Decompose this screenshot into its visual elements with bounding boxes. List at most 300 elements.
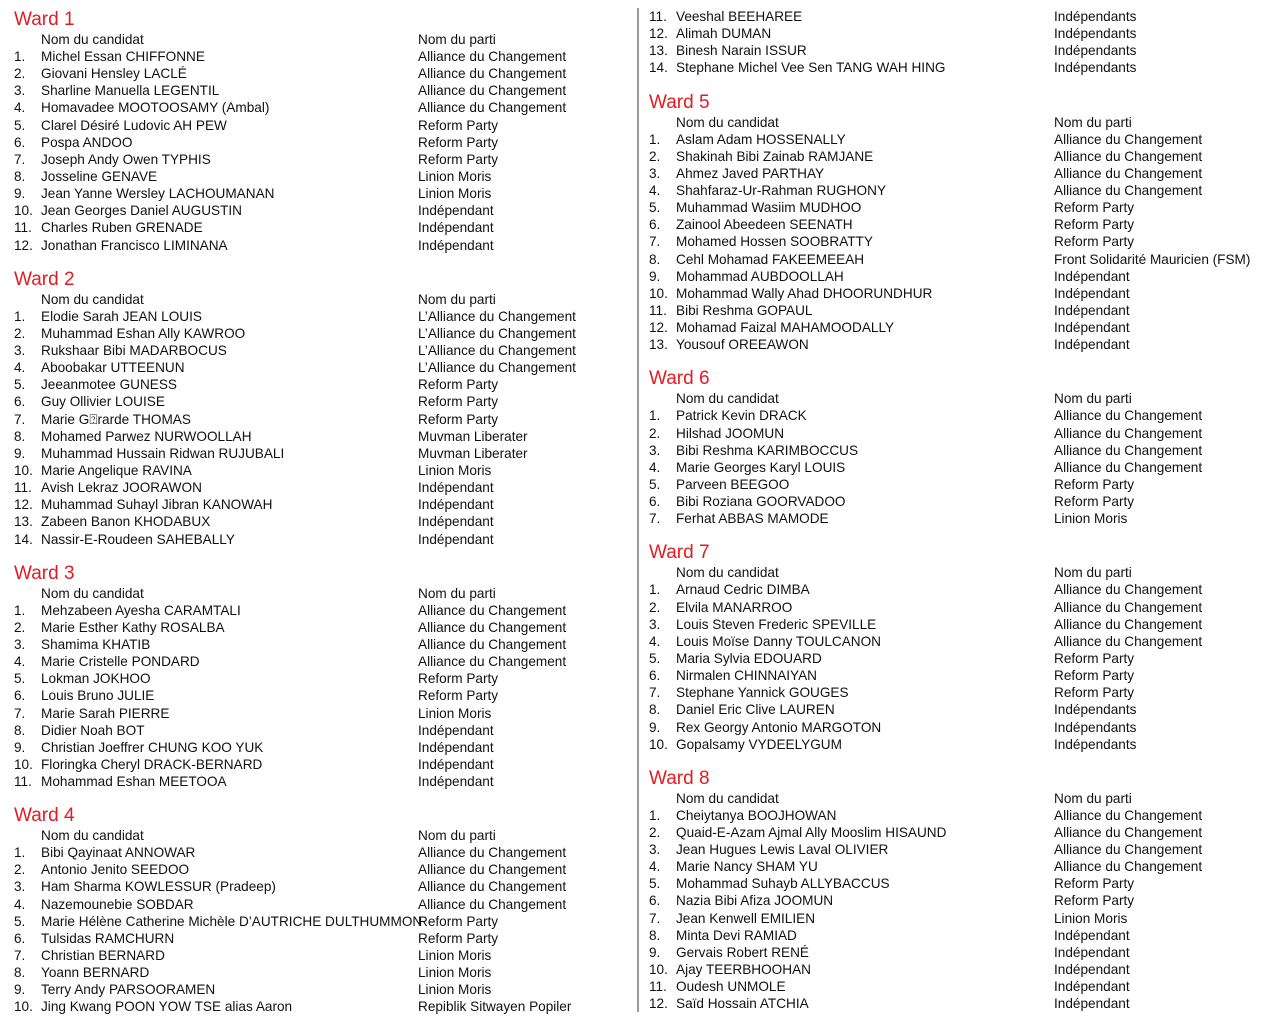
party-name: Reform Party [1054,234,1135,250]
ward-title: Ward 8 [649,767,710,789]
candidate-number: 5. [14,117,26,133]
party-name: Front Solidarité Mauricien (FSM) [1054,251,1251,267]
ward-title: Ward 2 [14,268,75,290]
party-name: Reform Party [1054,217,1135,233]
candidate-row [649,425,1269,442]
party-name: Indépendants [1054,702,1137,718]
candidate-row [649,719,1269,736]
party-name: Alliance du Changement [1054,425,1203,441]
candidate-row [14,861,624,878]
candidate-row [649,581,1269,598]
candidate-name: Nazia Bibi Afiza JOOMUN [676,893,834,909]
candidate-name: Jean Kenwell EMILIEN [676,910,816,926]
candidate-number: 2. [14,619,26,635]
ward-section [649,367,1269,527]
candidate-row [14,325,624,342]
party-name: Reform Party [418,411,499,427]
candidate-name: Veeshal BEEHAREE [676,9,803,24]
candidate-row [649,667,1269,684]
candidate-column-header: Nom du candidat [676,391,779,407]
ward-section [14,804,624,1015]
candidate-row [649,165,1269,182]
candidate-number: 7. [649,511,661,527]
candidate-column-header: Nom du candidat [676,790,779,806]
candidate-name: Elvila MANARROO [676,599,793,615]
candidate-row [14,479,624,496]
party-name: Indépendants [1054,26,1137,42]
candidate-number: 9. [14,186,26,202]
column-header-row [14,828,624,844]
party-name: Alliance du Changement [1054,182,1203,198]
candidate-name: Arnaud Cedric DIMBA [676,582,810,598]
candidate-row [14,219,624,236]
party-name: Alliance du Changement [1054,824,1203,840]
party-name: Indépendant [418,756,494,772]
party-name: Alliance du Changement [1054,599,1203,615]
candidate-row [14,998,624,1015]
party-name: Reform Party [418,377,499,393]
party-column-header: Nom du parti [418,32,496,47]
party-name: Muvman Liberater [418,428,528,444]
party-name: Alliance du Changement [1054,807,1203,823]
candidate-row [649,336,1269,353]
party-name: L’Alliance du Changement [418,325,576,341]
candidate-name: Avish Lekraz JOORAWON [41,480,202,496]
party-name: Alliance du Changement [418,636,567,652]
candidate-number: 11. [649,302,667,318]
candidate-row [649,807,1269,824]
candidate-name: Yoann BERNARD [41,965,150,981]
party-name: Indépendant [418,220,494,236]
candidate-name: Marie Sarah PIERRE [41,705,170,721]
candidate-number: 6. [649,668,661,684]
candidate-number: 6. [14,930,26,946]
candidate-number: 8. [649,702,661,718]
candidate-number: 12. [649,26,668,42]
ward-title: Ward 3 [14,562,75,584]
candidate-number: 5. [14,913,26,929]
candidate-row [649,285,1269,302]
party-name: Reform Party [1054,494,1135,510]
party-name: Alliance du Changement [418,100,567,116]
party-name: Alliance du Changement [1054,148,1203,164]
candidate-number: 11. [14,774,32,790]
candidate-row [649,442,1269,459]
candidate-number: 9. [649,268,661,284]
candidate-number: 2. [649,148,661,164]
candidate-number: 12. [649,996,668,1012]
candidate-number: 4. [649,182,661,198]
candidate-name: Zainool Abeedeen SEENATH [676,217,853,233]
candidate-number: 4. [14,360,26,376]
party-name: L’Alliance du Changement [418,308,576,324]
party-name: Indépendant [1054,944,1130,960]
candidate-row [14,99,624,116]
candidate-row [14,878,624,895]
party-name: Indépendant [418,739,494,755]
party-name: Indépendants [1054,736,1137,752]
candidate-name: Muhammad Suhayl Jibran KANOWAH [41,497,273,513]
party-name: Reform Party [1054,476,1135,492]
candidate-row [14,237,624,254]
candidate-name: Marie Cristelle PONDARD [41,654,200,670]
candidate-name: Zabeen Banon KHODABUX [41,514,211,530]
candidate-name: Homavadee MOOTOOSAMY (Ambal) [41,100,270,116]
candidate-row [14,981,624,998]
candidate-name: Mohamed Parwez NURWOOLLAH [41,428,252,444]
candidate-row [649,459,1269,476]
candidate-row [649,268,1269,285]
candidate-row [649,858,1269,875]
candidate-name: Nirmalen CHINNAIYAN [676,668,817,684]
candidate-number: 3. [649,842,661,858]
candidate-name: Giovani Hensley LACLÉ [41,66,187,82]
candidate-name: Jeeanmotee GUNESS [41,377,178,393]
candidate-name: Cehl Mohamad FAKEEMEEAH [676,251,865,267]
party-name: Indépendants [1054,60,1137,76]
ward-title: Ward 1 [14,9,75,30]
candidate-name: Gopalsamy VYDEELYGUM [676,736,842,752]
party-name: Linion Moris [418,186,492,202]
candidate-name: Jean Hugues Lewis Laval OLIVIER [676,842,889,858]
candidate-row [14,359,624,376]
ward-section [14,268,624,548]
candidate-row [649,892,1269,909]
candidate-number: 8. [14,428,26,444]
candidate-row [649,251,1269,268]
candidate-name: Sharline Manuella LEGENTIL [41,83,220,99]
candidate-number: 6. [14,688,26,704]
candidate-name: Christian Joeffrer CHUNG KOO YUK [41,739,264,755]
candidate-number: 11. [649,979,667,995]
candidate-name: Terry Andy PARSOORAMEN [41,982,216,998]
party-name: Reform Party [1054,200,1135,216]
candidate-row [14,636,624,653]
candidate-name: Rukshaar Bibi MADARBOCUS [41,342,227,358]
candidate-row [649,407,1269,424]
candidate-row [14,411,624,428]
candidate-name: Hilshad JOOMUN [676,425,785,441]
candidate-name: Cheiytanya BOOJHOWAN [676,807,837,823]
candidate-number: 5. [649,476,661,492]
candidate-name: Marie Georges Karyl LOUIS [676,459,846,475]
candidate-number: 6. [649,217,661,233]
candidate-name: Jonathan Francisco LIMINANA [41,237,228,253]
party-name: Alliance du Changement [1054,616,1203,632]
candidate-row [14,619,624,636]
candidate-row [14,531,624,548]
party-name: Alliance du Changement [1054,165,1203,181]
candidate-number: 5. [649,650,661,666]
candidate-number: 9. [649,944,661,960]
ward-section [14,8,624,254]
candidate-number: 4. [14,654,26,670]
candidate-name: Clarel Désiré Ludovic AH PEW [41,117,227,133]
candidate-number: 10. [14,203,33,219]
party-name: Indépendant [1054,927,1130,943]
candidate-number: 10. [14,756,33,772]
party-name: Alliance du Changement [418,619,567,635]
party-name: Indépendants [1054,9,1137,24]
candidate-name: Marie Esther Kathy ROSALBA [41,619,225,635]
candidate-row [649,927,1269,944]
party-name: Alliance du Changement [418,845,567,861]
candidate-number: 8. [649,251,661,267]
ward-title: Ward 4 [14,805,75,827]
candidate-name: Nazemounebie SOBDAR [41,896,194,912]
candidate-name: Mohamad Faizal MAHAMOODALLY [676,320,895,336]
candidate-number: 2. [649,599,661,615]
party-name: Indépendants [1054,719,1137,735]
candidate-number: 2. [14,66,26,82]
candidate-number: 7. [14,151,26,167]
party-name: Muvman Liberater [418,445,528,461]
candidate-row [14,947,624,964]
candidate-name: Quaid-E-Azam Ajmal Ally Mooslim HISAUND [676,824,947,840]
candidate-number: 3. [14,636,26,652]
candidate-row [649,961,1269,978]
candidate-name: Shakinah Bibi Zainab RAMJANE [676,148,874,164]
candidate-row [14,117,624,134]
candidate-row [649,199,1269,216]
candidate-row [14,844,624,861]
party-name: Alliance du Changement [418,654,567,670]
party-name: Indépendant [418,722,494,738]
candidate-row [649,42,1269,59]
candidate-number: 8. [14,168,26,184]
candidate-number: 3. [14,83,26,99]
party-name: Indépendant [418,480,494,496]
party-column-header: Nom du parti [1054,565,1132,581]
candidate-number: 2. [649,824,661,840]
candidate-number: 12. [14,497,33,513]
ward-section [649,767,1269,1013]
candidate-row [14,653,624,670]
candidate-name: Jean Yanne Wersley LACHOUMANAN [41,186,275,202]
candidate-row [649,148,1269,165]
candidate-number: 11. [14,480,32,496]
candidate-number: 9. [14,445,26,461]
party-name: Reform Party [1054,893,1135,909]
party-name: Reform Party [418,930,499,946]
candidate-number: 5. [14,377,26,393]
candidate-name: Muhammad Eshan Ally KAWROO [41,325,246,341]
party-name: Linion Moris [418,462,492,478]
column-header-row [649,791,1269,807]
candidate-number: 8. [14,965,26,981]
candidate-row [14,773,624,790]
candidate-number: 7. [14,948,26,964]
candidate-name: Patrick Kevin DRACK [676,408,807,424]
candidate-name: Maria Sylvia EDOUARD [676,650,822,666]
candidate-row [14,134,624,151]
party-name: Alliance du Changement [1054,131,1203,147]
candidate-row [14,151,624,168]
candidate-name: Ahmez Javed PARTHAY [676,165,825,181]
candidate-row [649,824,1269,841]
candidate-row [14,705,624,722]
candidate-row [649,910,1269,927]
party-name: Alliance du Changement [418,602,567,618]
party-name: Reform Party [1054,650,1135,666]
candidate-row [649,995,1269,1012]
candidate-name: Marie G⍰rarde THOMAS [41,411,191,427]
party-name: Indépendant [418,531,494,547]
candidate-row [14,342,624,359]
candidate-number: 11. [14,220,32,236]
party-name: Repiblik Sitwayen Popiler [418,999,572,1015]
candidate-name: Muhammad Hussain Ridwan RUJUBALI [41,445,285,461]
candidate-name: Stephane Yannick GOUGES [676,685,849,701]
candidate-number: 7. [649,910,661,926]
candidate-name: Marie Angelique RAVINA [41,462,192,478]
candidate-name: Joseph Andy Owen TYPHIS [41,151,211,167]
candidate-number: 1. [14,602,26,618]
candidate-row [649,510,1269,527]
column-header-row [649,391,1269,407]
candidate-row [14,913,624,930]
candidate-row [649,633,1269,650]
party-name: Alliance du Changement [418,83,567,99]
candidate-number: 7. [649,234,661,250]
party-name: Alliance du Changement [1054,633,1203,649]
candidate-number: 1. [649,582,661,598]
candidate-name: Louis Moïse Danny TOULCANON [676,633,881,649]
party-name: Indépendants [1054,43,1137,59]
candidate-name: Ham Sharma KOWLESSUR (Pradeep) [41,879,276,895]
ward-title: Ward 5 [649,91,710,113]
party-name: Alliance du Changement [1054,582,1203,598]
candidate-name: Stephane Michel Vee Sen TANG WAH HING [676,60,946,76]
candidate-number: 2. [649,425,661,441]
candidate-number: 5. [649,200,661,216]
candidate-name: Charles Ruben GRENADE [41,220,203,236]
candidate-name: Josseline GENAVE [41,168,158,184]
candidate-number: 10. [14,462,33,478]
candidate-name: Minta Devi RAMIAD [676,927,797,943]
candidate-number: 4. [14,100,26,116]
candidate-number: 1. [649,408,661,424]
column-header-row [649,115,1269,131]
candidate-number: 14. [649,60,668,76]
ward-4-continued [649,8,1269,77]
party-name: Reform Party [1054,685,1135,701]
candidate-row [14,445,624,462]
candidate-row [14,722,624,739]
candidate-column-header: Nom du candidat [41,828,144,844]
candidate-row [649,59,1269,76]
candidate-row [649,319,1269,336]
candidate-row [14,48,624,65]
party-name: Indépendant [1054,996,1130,1012]
party-name: Alliance du Changement [418,49,567,64]
candidate-row [14,393,624,410]
candidate-number: 3. [649,442,661,458]
candidate-row [649,8,1269,25]
candidate-row [649,841,1269,858]
candidate-name: Bibi Reshma GOPAUL [676,302,813,318]
left-column [14,8,624,1030]
candidate-row [649,736,1269,753]
candidate-row [14,739,624,756]
candidate-row [649,650,1269,667]
party-name: Linion Moris [418,982,492,998]
candidate-number: 6. [649,893,661,909]
candidate-number: 1. [649,807,661,823]
candidate-number: 3. [649,165,661,181]
candidate-column-header: Nom du candidat [41,291,144,307]
candidate-name: Louis Steven Frederic SPEVILLE [676,616,877,632]
party-name: Linion Moris [418,948,492,964]
party-name: Alliance du Changement [1054,859,1203,875]
column-header-row [649,565,1269,581]
party-name: Linion Moris [1054,910,1128,926]
candidate-number: 1. [14,308,26,324]
candidate-number: 7. [14,411,26,427]
candidate-number: 13. [14,514,33,530]
candidate-name: Nassir-E-Roudeen SAHEBALLY [41,531,235,547]
candidate-name: Tulsidas RAMCHURN [41,930,175,946]
candidate-row [649,216,1269,233]
candidate-name: Ajay TEERBHOOHAN [676,962,811,978]
party-name: Indépendant [1054,962,1130,978]
party-name: Alliance du Changement [1054,459,1203,475]
candidate-name: Shahfaraz-Ur-Rahman RUGHONY [676,182,887,198]
candidate-number: 10. [649,285,668,301]
candidate-name: Parveen BEEGOO [676,476,790,492]
candidate-name: Gervais Robert RENÉ [676,944,809,960]
candidate-column-header: Nom du candidat [41,585,144,601]
candidate-number: 4. [649,633,661,649]
party-name: Reform Party [418,117,499,133]
candidate-number: 12. [14,237,33,253]
right-column [649,8,1269,1026]
party-name: Linion Moris [1054,511,1128,527]
party-name: Alliance du Changement [1054,408,1203,424]
candidate-number: 8. [14,722,26,738]
candidate-row [14,168,624,185]
party-name: Alliance du Changement [1054,442,1203,458]
candidate-number: 2. [14,325,26,341]
candidate-name: Mohammad Suhayb ALLYBACCUS [676,876,890,892]
party-name: Indépendant [1054,337,1130,353]
party-name: Reform Party [418,394,499,410]
candidate-number: 14. [14,531,33,547]
candidate-name: Rex Georgy Antonio MARGOTON [676,719,882,735]
candidate-name: Jean Georges Daniel AUGUSTIN [41,203,242,219]
candidate-name: Oudesh UNMOLE [676,979,786,995]
party-name: Alliance du Changement [418,862,567,878]
candidate-name: Pospa ANDOO [41,134,133,150]
candidate-name: Floringka Cheryl DRACK-BERNARD [41,756,263,772]
candidate-name: Jing Kwang POON YOW TSE alias Aaron [41,999,293,1015]
party-name: Reform Party [418,151,499,167]
party-name: Indépendant [418,774,494,790]
candidate-column-header: Nom du candidat [676,114,779,130]
party-name: Alliance du Changement [1054,842,1203,858]
party-column-header: Nom du parti [418,291,496,307]
party-name: Indépendant [1054,302,1130,318]
candidate-name: Michel Essan CHIFFONNE [41,49,205,64]
party-column-header: Nom du parti [1054,114,1132,130]
column-divider [637,8,639,1012]
party-name: Indépendant [1054,979,1130,995]
candidate-name: Alimah DUMAN [676,26,772,42]
candidate-row [14,376,624,393]
ward-section [649,541,1269,752]
candidate-row [649,701,1269,718]
candidate-number: 2. [14,862,26,878]
